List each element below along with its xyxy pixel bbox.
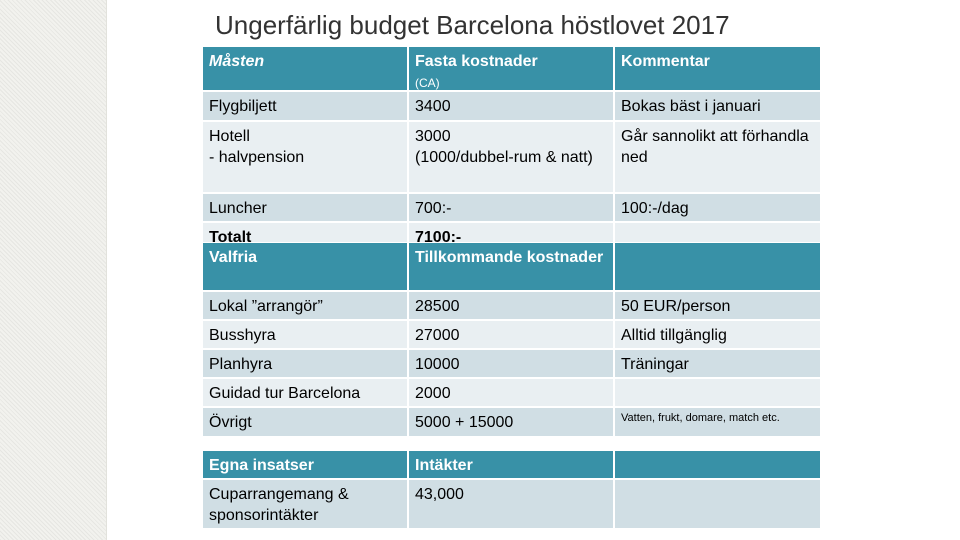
table-cell: Planhyra [203,350,409,379]
table-cell: 2000 [409,379,615,408]
table-cell: 3400 [409,92,615,122]
header-cell: Kommentar [615,47,820,92]
table-cell: Vatten, frukt, domare, match etc. [615,408,820,438]
decorative-stripe [0,0,107,540]
table-cell: Flygbiljett [203,92,409,122]
table-cell: Går sannolikt att förhandla ned [615,122,820,194]
table-row-total [203,223,820,244]
table-row [203,480,820,530]
header-cell: Tillkommande kostnader [409,243,615,292]
header-cell: Egna insatser [203,451,409,480]
table-cell: 5000 + 15000 [409,408,615,438]
table-cell [615,480,820,530]
table-cell: Träningar [615,350,820,379]
table-cell: Hotell - halvpension [203,122,409,194]
table-cell: 100:-/dag [615,194,820,223]
total-label: Totalt [203,223,409,244]
table-cell: Guidad tur Barcelona [203,379,409,408]
table-header [203,451,820,480]
optional-costs-table [203,243,820,438]
table-cell: 27000 [409,321,615,350]
table-row [203,350,820,379]
page-title: Ungerfärlig budget Barcelona höstlovet 2017 [215,10,730,40]
table-row [203,408,820,438]
table-cell: Cuparrangemang & sponsorintäkter [203,480,409,530]
table-header [203,243,820,292]
table-cell: Alltid tillgänglig [615,321,820,350]
table-row [203,194,820,223]
header-cell: Fasta kostnader (CA) [409,47,615,92]
table-cell [615,223,820,244]
table-cell: Övrigt [203,408,409,438]
header-cell: Måsten [203,47,409,92]
table-cell: 28500 [409,292,615,321]
table-cell: Lokal ”arrangör” [203,292,409,321]
table-cell: Bokas bäst i januari [615,92,820,122]
table-cell: 43,000 [409,480,615,530]
header-cell [615,243,820,292]
total-value: 7100:- [409,223,615,244]
table-row [203,122,820,194]
table-cell: 10000 [409,350,615,379]
table-cell: 50 EUR/person [615,292,820,321]
header-cell: Intäkter [409,451,615,480]
table-header [203,47,820,92]
table-cell: Busshyra [203,321,409,350]
table-cell: 700:- [409,194,615,223]
table-row [203,321,820,350]
table-cell: 3000 (1000/dubbel-rum & natt) [409,122,615,194]
income-table [203,451,820,530]
table-cell [615,379,820,408]
header-cell: Valfria [203,243,409,292]
table-row [203,292,820,321]
table-cell: Luncher [203,194,409,223]
table-row [203,92,820,122]
header-cell [615,451,820,480]
table-row [203,379,820,408]
mandatory-costs-table [203,47,820,244]
